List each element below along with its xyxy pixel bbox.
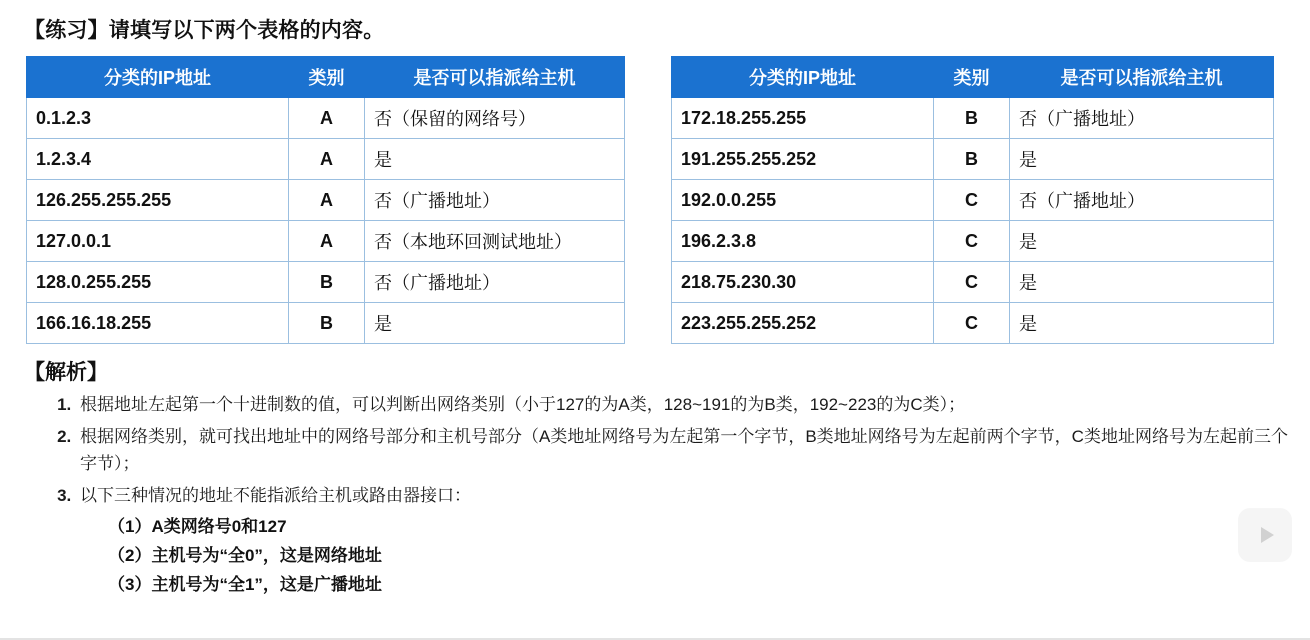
cell-assignable: 否（广播地址） <box>1010 98 1274 139</box>
cell-address: 223.255.255.252 <box>672 303 934 344</box>
analysis-sub-item: （2）主机号为“全0”，这是网络地址 <box>108 546 382 566</box>
cell-class: A <box>289 221 365 262</box>
cell-class: B <box>289 262 365 303</box>
table-row <box>27 139 625 180</box>
table-row <box>27 303 625 344</box>
ip-table-right <box>671 56 1274 344</box>
analysis-item-text: 以下三种情况的地址不能指派给主机或路由器接口： <box>80 486 471 506</box>
cell-class: B <box>289 303 365 344</box>
cell-address: 196.2.3.8 <box>672 221 934 262</box>
exercise-title: 【练习】请填写以下两个表格的内容。 <box>24 19 385 42</box>
cell-assignable: 是 <box>365 303 625 344</box>
table-row <box>672 139 1274 180</box>
analysis-sub-item: （3）主机号为“全1”，这是广播地址 <box>108 575 382 595</box>
column-header-address: 分类的IP地址 <box>27 57 289 98</box>
cell-address: 166.16.18.255 <box>27 303 289 344</box>
cell-assignable: 是 <box>365 139 625 180</box>
column-header-class: 类别 <box>289 57 365 98</box>
table-row <box>672 303 1274 344</box>
cell-class: B <box>934 98 1010 139</box>
cell-address: 128.0.255.255 <box>27 262 289 303</box>
cell-class: C <box>934 262 1010 303</box>
table-row <box>27 98 625 139</box>
table-row <box>27 180 625 221</box>
cell-assignable: 否（广播地址） <box>1010 180 1274 221</box>
cell-assignable: 是 <box>1010 221 1274 262</box>
analysis-item: 2. 根据网络类别，就可找出地址中的网络号部分和主机号部分（A类地址网络号为左起第一个字节，B类地址网络号为左起前两个字节，C类地址网络号为左起前三个字节）； <box>76 424 1292 477</box>
table-row <box>672 262 1274 303</box>
cell-address: 127.0.0.1 <box>27 221 289 262</box>
analysis-item: 1. 根据地址左起第一个十进制数的值，可以判断出网络类别（小于127的为A类，128~191的为B类，192~223的为C类）； <box>76 392 1292 418</box>
cell-assignable: 否（保留的网络号） <box>365 98 625 139</box>
analysis-sub-list <box>108 513 1292 600</box>
cell-class: C <box>934 303 1010 344</box>
cell-class: C <box>934 180 1010 221</box>
analysis-item <box>76 483 1292 600</box>
table-row <box>672 180 1274 221</box>
video-play-watermark-icon <box>1238 508 1292 562</box>
cell-assignable: 是 <box>1010 303 1274 344</box>
cell-address: 126.255.255.255 <box>27 180 289 221</box>
cell-assignable: 是 <box>1010 139 1274 180</box>
tables-container <box>26 56 1292 344</box>
table-header-row <box>672 57 1274 98</box>
column-header-assignable: 是否可以指派给主机 <box>1010 57 1274 98</box>
cell-address: 0.1.2.3 <box>27 98 289 139</box>
cell-assignable: 是 <box>1010 262 1274 303</box>
table-row <box>27 221 625 262</box>
cell-class: A <box>289 180 365 221</box>
table-row <box>672 221 1274 262</box>
analysis-list <box>52 392 1292 600</box>
cell-class: A <box>289 139 365 180</box>
cell-address: 191.255.255.252 <box>672 139 934 180</box>
cell-address: 172.18.255.255 <box>672 98 934 139</box>
cell-assignable: 否（广播地址） <box>365 180 625 221</box>
cell-assignable: 否（本地环回测试地址） <box>365 221 625 262</box>
table-row <box>672 98 1274 139</box>
analysis-title: 【解析】 <box>24 361 108 384</box>
cell-class: C <box>934 221 1010 262</box>
ip-table-left <box>26 56 625 344</box>
cell-address: 1.2.3.4 <box>27 139 289 180</box>
column-header-class: 类别 <box>934 57 1010 98</box>
play-triangle-icon <box>1261 527 1274 543</box>
cell-class: A <box>289 98 365 139</box>
cell-class: B <box>934 139 1010 180</box>
table-row <box>27 262 625 303</box>
analysis-sub-item: （1）A类网络号0和127 <box>108 517 287 537</box>
cell-address: 218.75.230.30 <box>672 262 934 303</box>
table-header-row <box>27 57 625 98</box>
cell-assignable: 否（广播地址） <box>365 262 625 303</box>
column-header-assignable: 是否可以指派给主机 <box>365 57 625 98</box>
column-header-address: 分类的IP地址 <box>672 57 934 98</box>
cell-address: 192.0.0.255 <box>672 180 934 221</box>
